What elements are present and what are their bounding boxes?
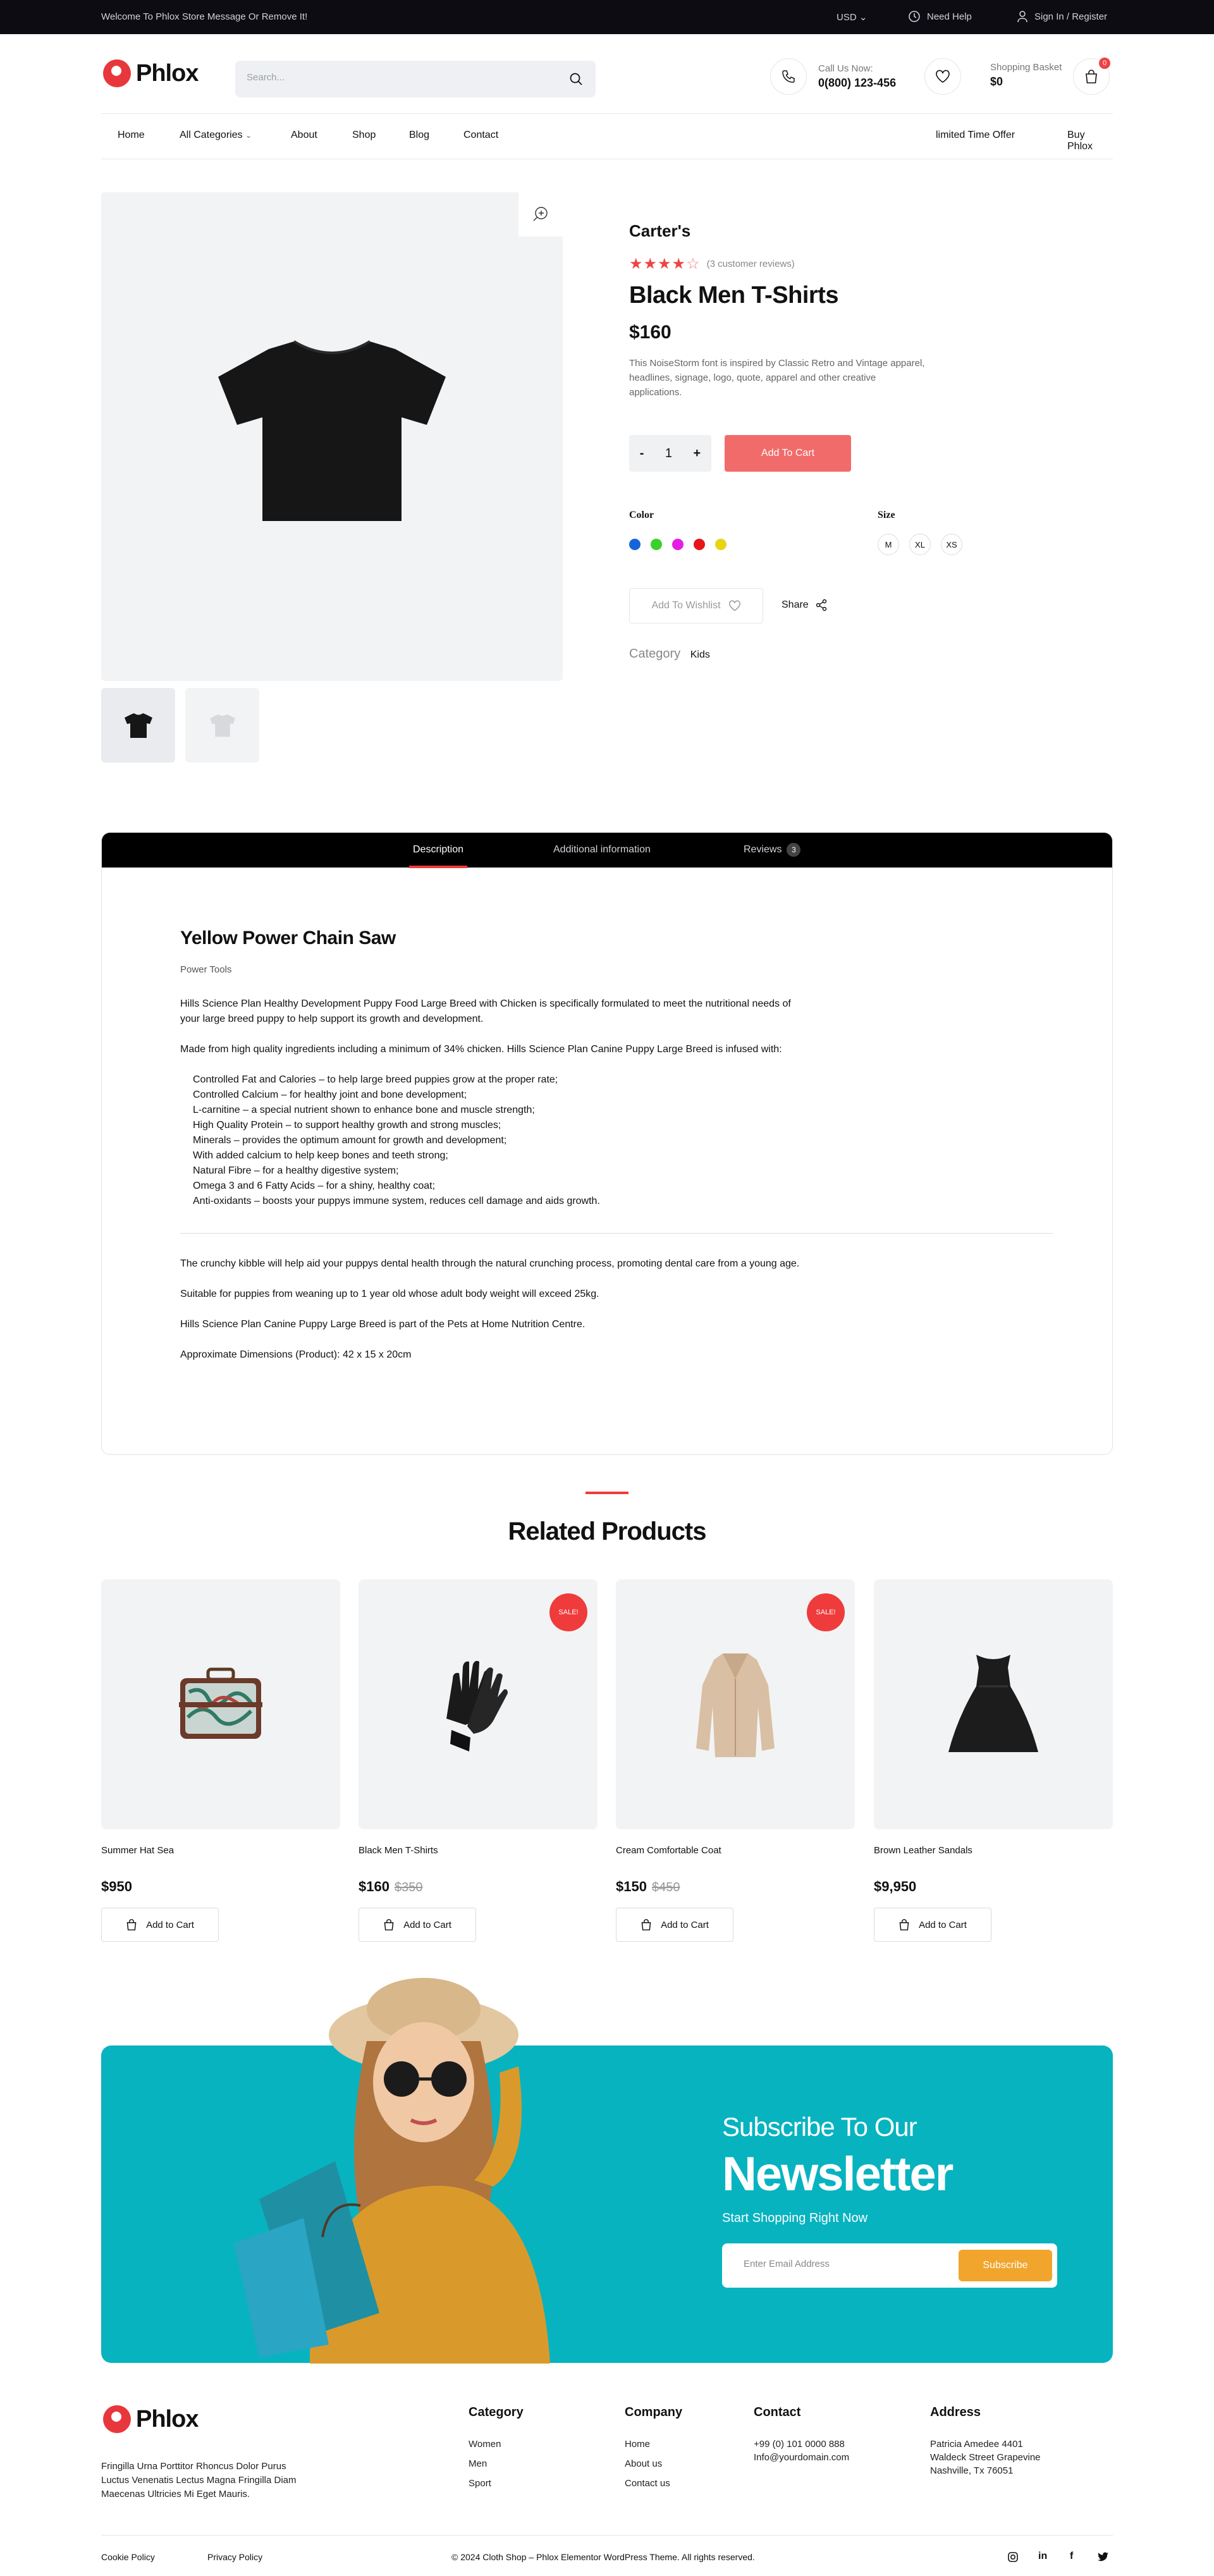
size-option-xs[interactable]: XS	[941, 534, 962, 555]
description-paragraph: Hills Science Plan Healthy Development Puppy Food Large Breed with Chicken is specifically formulated to meet the nutritional needs of your large breed puppy to help support its growth and development.	[180, 998, 791, 1024]
search-box	[235, 61, 596, 97]
instagram-icon[interactable]	[1008, 2552, 1018, 2565]
tab-additional-information[interactable]: Additional information	[553, 844, 651, 855]
description-paragraph: Hills Science Plan Canine Puppy Large Breed is part of the Pets at Home Nutrition Centre.	[180, 1319, 586, 1330]
footer-company-column	[625, 2405, 682, 2498]
list-item: Omega 3 and 6 Fatty Acids – for a shiny, healthy coat;	[193, 1181, 436, 1191]
reviews-link[interactable]: (3 customer reviews)	[706, 259, 795, 269]
logo-mark-icon	[103, 2405, 131, 2433]
list-item: High Quality Protein – to support healthy growth and strong muscles;	[193, 1120, 501, 1131]
phone-icon-wrap	[770, 58, 807, 95]
need-help-link[interactable]	[908, 10, 972, 23]
product-card	[616, 1579, 855, 1942]
product-tabs	[101, 832, 1113, 1455]
product-card-price	[616, 1879, 855, 1895]
email-field[interactable]	[744, 2259, 933, 2269]
add-to-wishlist-button[interactable]	[629, 588, 763, 623]
list-item: Anti-oxidants – boosts your puppys immune system, reduces cell damage and aids growth.	[193, 1196, 600, 1206]
thumbnail-white[interactable]	[185, 688, 259, 763]
add-to-cart-button[interactable]	[101, 1908, 219, 1942]
gloves-image	[434, 1654, 522, 1755]
size-option-xl[interactable]: XL	[909, 534, 931, 555]
description-list	[193, 1072, 1053, 1209]
footer-logo[interactable]	[103, 2405, 198, 2433]
section-accent-bar	[586, 1492, 628, 1494]
product-rating	[629, 255, 945, 273]
quantity-stepper	[629, 435, 711, 472]
heart-icon	[728, 600, 741, 611]
footer-address-line: Waldeck Street Grapevine	[930, 2452, 1041, 2463]
sale-badge: SALE!	[807, 1593, 845, 1631]
basket-total: $0	[990, 75, 1003, 88]
product-card-current-price: $160	[359, 1879, 389, 1894]
footer-category-column	[469, 2405, 524, 2498]
footer-link[interactable]: Men	[469, 2458, 487, 2469]
product-card-current-price: $950	[101, 1879, 132, 1894]
tab-reviews-label: Reviews	[744, 844, 782, 855]
nav-limited-offer[interactable]: limited Time Offer	[936, 130, 1015, 140]
tshirt-thumb-icon	[125, 713, 152, 738]
bag-icon	[641, 1918, 652, 1931]
bag-icon	[383, 1918, 395, 1931]
product-card-image[interactable]	[359, 1579, 598, 1829]
color-label: Color	[629, 510, 654, 520]
bag-icon	[1084, 69, 1098, 84]
currency-label: USD	[837, 12, 857, 23]
suitcase-image	[176, 1667, 265, 1743]
add-to-cart-label: Add to Cart	[919, 1919, 967, 1930]
size-option-m[interactable]: M	[878, 534, 899, 555]
add-to-cart-label: Add to Cart	[146, 1919, 194, 1930]
list-item: L-carnitine – a special nutrient shown to enhance bone and muscle strength;	[193, 1105, 535, 1115]
site-footer	[0, 2390, 1214, 2576]
footer-column-title: Address	[930, 2405, 981, 2419]
dress-image	[946, 1651, 1041, 1758]
footer-link[interactable]: About us	[625, 2458, 663, 2469]
thumbnail-black[interactable]	[101, 688, 175, 763]
tab-bar	[102, 833, 1112, 868]
copyright-text: © 2024 Cloth Shop – Phlox Elementor WordPress Theme. All rights reserved.	[451, 2552, 755, 2562]
chevron-down-icon: ⌄	[859, 12, 868, 23]
search-icon[interactable]	[569, 72, 583, 86]
nav-all-categories-label: All Categories	[180, 130, 243, 140]
footer-link[interactable]: Contact us	[625, 2478, 670, 2489]
product-card-image[interactable]	[101, 1579, 340, 1829]
description-paragraph: Suitable for puppies from weaning up to 1 year old whose adult body weight will exceed 25kg.	[180, 1289, 599, 1299]
category-value-link[interactable]: Kids	[690, 649, 710, 660]
thumbnail-list	[101, 688, 259, 763]
product-card-price	[359, 1879, 598, 1895]
twitter-icon[interactable]	[1098, 2552, 1109, 2565]
color-swatch-red[interactable]	[694, 539, 705, 550]
nav-home[interactable]: Home	[118, 130, 145, 140]
description-paragraph: Made from high quality ingredients including a minimum of 34% chicken. Hills Science Plan Canine Puppy Large Breed is infused with:	[180, 1044, 782, 1055]
share-icon	[815, 599, 828, 611]
nav-shop[interactable]: Shop	[352, 130, 376, 140]
product-card-current-price: $150	[616, 1879, 647, 1894]
product-main-image	[101, 192, 563, 681]
cart-button[interactable]	[1073, 58, 1110, 95]
product-category	[629, 647, 710, 661]
woman-with-bags-illustration	[196, 1972, 639, 2364]
footer-about: Fringilla Urna Porttitor Rhoncus Dolor Purus Luctus Venenatis Lectus Magna Fringilla Diam Maecenas Ultricies Mi Eget Mauris.	[101, 2461, 297, 2499]
product-card	[874, 1579, 1113, 1942]
product-card	[101, 1579, 340, 1942]
nav-about[interactable]: About	[291, 130, 317, 140]
call-label: Call Us Now:	[818, 63, 873, 74]
add-to-cart-button[interactable]	[616, 1908, 733, 1942]
user-icon	[1017, 10, 1028, 23]
footer-column-title: Category	[469, 2405, 524, 2419]
search-input[interactable]	[247, 72, 550, 83]
add-to-cart-button[interactable]: Add To Cart	[725, 435, 851, 472]
footer-email[interactable]: Info@yourdomain.com	[754, 2452, 850, 2463]
phone-icon	[781, 69, 796, 84]
footer-bottom-bar	[101, 2535, 1113, 2576]
tab-description[interactable]: Description	[413, 844, 464, 855]
cookie-policy-link[interactable]: Cookie Policy	[101, 2552, 155, 2562]
category-label: Category	[629, 647, 681, 661]
nav-contact[interactable]: Contact	[463, 130, 499, 140]
nav-blog[interactable]: Blog	[409, 130, 430, 140]
color-swatch-yellow[interactable]	[715, 539, 727, 550]
reviews-count-badge: 3	[787, 843, 800, 857]
product-card-old-price: $350	[394, 1880, 423, 1894]
call-number[interactable]: 0(800) 123-456	[818, 77, 897, 89]
product-card-name[interactable]: Black Men T-Shirts	[359, 1845, 438, 1856]
divider	[180, 1233, 1053, 1234]
product-description: This NoiseStorm font is inspired by Classic Retro and Vintage apparel, headlines, signage, logo, quote, apparel and other creative applications.	[629, 358, 925, 398]
tshirt-image	[218, 338, 446, 521]
product-card-price	[874, 1879, 1113, 1895]
coat-image	[694, 1651, 776, 1758]
add-to-cart-button[interactable]	[874, 1908, 991, 1942]
product-card-image[interactable]	[874, 1579, 1113, 1829]
footer-link[interactable]: Home	[625, 2439, 651, 2450]
sign-in-label: Sign In / Register	[1034, 11, 1108, 22]
chevron-down-icon: ⌄	[245, 131, 252, 140]
site-header	[0, 34, 1214, 114]
logo-mark-icon	[103, 59, 131, 87]
list-item: Controlled Calcium – for healthy joint and bone development;	[193, 1089, 467, 1100]
qty-decrease-button[interactable]: -	[639, 446, 644, 460]
qty-value[interactable]: 1	[665, 446, 673, 460]
basket-label: Shopping Basket	[990, 62, 1062, 73]
description-panel	[180, 928, 1053, 1363]
nav-all-categories[interactable]	[180, 130, 252, 141]
logo-text: Phlox	[136, 59, 199, 87]
list-item: Controlled Fat and Calories – to help large breed puppies grow at the proper rate;	[193, 1074, 558, 1085]
share-button[interactable]	[782, 599, 828, 611]
currency-selector[interactable]	[837, 11, 867, 23]
top-bar	[0, 0, 1214, 34]
share-label: Share	[782, 599, 809, 610]
product-card-image[interactable]	[616, 1579, 855, 1829]
add-to-cart-label: Add to Cart	[661, 1919, 709, 1930]
cart-count-badge: 0	[1099, 58, 1110, 69]
product-card-name[interactable]: Cream Comfortable Coat	[616, 1845, 721, 1856]
privacy-policy-link[interactable]: Privacy Policy	[207, 2552, 263, 2562]
shopping-basket	[990, 62, 1062, 89]
footer-link[interactable]: Sport	[469, 2478, 491, 2489]
heart-icon	[935, 70, 950, 83]
list-item: With added calcium to help keep bones and teeth strong;	[193, 1150, 448, 1161]
color-swatch-green[interactable]	[651, 539, 662, 550]
subscribe-button[interactable]: Subscribe	[959, 2250, 1052, 2281]
product-card-name[interactable]: Summer Hat Sea	[101, 1845, 175, 1856]
product-card-old-price: $450	[651, 1880, 680, 1894]
footer-phone[interactable]: +99 (0) 101 0000 888	[754, 2439, 845, 2450]
welcome-message: Welcome To Phlox Store Message Or Remove It!	[101, 11, 308, 22]
qty-increase-button[interactable]: +	[693, 446, 701, 460]
list-item: Natural Fibre – for a healthy digestive system;	[193, 1165, 399, 1176]
bag-icon	[126, 1918, 137, 1931]
description-paragraph: The crunchy kibble will help aid your puppys dental health through the natural crunching process, promoting dental care from a young age.	[180, 1258, 800, 1269]
product-brand: Carter's	[629, 221, 691, 240]
footer-link[interactable]: Women	[469, 2439, 501, 2450]
linkedin-icon[interactable]: in	[1038, 2551, 1048, 2561]
description-subtitle: Power Tools	[180, 964, 232, 975]
product-info	[629, 221, 945, 400]
related-products-title: Related Products	[508, 1518, 706, 1545]
product-card-current-price: $9,950	[874, 1879, 917, 1894]
wishlist-label: Add To Wishlist	[651, 600, 721, 611]
site-logo[interactable]	[103, 59, 198, 87]
call-us	[770, 58, 896, 95]
sign-in-link[interactable]	[1017, 10, 1107, 23]
add-to-cart-button[interactable]	[359, 1908, 476, 1942]
footer-contact-column	[754, 2405, 849, 2472]
newsletter-form	[722, 2243, 1057, 2288]
zoom-icon	[532, 205, 549, 223]
product-title: Black Men T-Shirts	[629, 282, 838, 309]
star-rating-icon: ★★★★☆	[629, 255, 701, 273]
product-price: $160	[629, 322, 671, 343]
tshirt-thumb-icon	[210, 713, 235, 738]
newsletter-title: Newsletter	[722, 2147, 953, 2201]
bag-icon	[898, 1918, 910, 1931]
footer-address-column	[930, 2405, 1041, 2485]
product-card	[359, 1579, 598, 1942]
wishlist-button[interactable]	[924, 58, 961, 95]
model-image	[196, 1972, 639, 2364]
footer-address-line: Patricia Amedee 4401	[930, 2439, 1023, 2450]
clock-icon	[908, 10, 921, 23]
product-card-price	[101, 1879, 340, 1895]
footer-address-line: Nashville, Tx 76051	[930, 2465, 1014, 2476]
add-to-cart-label: Add to Cart	[403, 1919, 451, 1930]
size-label: Size	[878, 510, 895, 520]
color-swatch-magenta[interactable]	[672, 539, 684, 550]
logo-text: Phlox	[136, 2405, 199, 2432]
list-item: Minerals – provides the optimum amount for growth and development;	[193, 1135, 507, 1146]
footer-column-title: Company	[625, 2405, 683, 2419]
product-card-name[interactable]: Brown Leather Sandals	[874, 1845, 972, 1856]
nav-buy-phlox[interactable]: Buy Phlox	[1067, 130, 1093, 152]
main-nav	[101, 114, 1113, 159]
footer-column-title: Contact	[754, 2405, 801, 2419]
description-title: Yellow Power Chain Saw	[180, 928, 396, 948]
newsletter-line1: Subscribe To Our	[722, 2112, 917, 2142]
color-swatch-blue[interactable]	[629, 539, 641, 550]
facebook-icon[interactable]: f	[1070, 2551, 1074, 2561]
newsletter-subtitle: Start Shopping Right Now	[722, 2211, 868, 2225]
tab-reviews[interactable]	[744, 843, 800, 857]
description-paragraph: Approximate Dimensions (Product): 42 x 15 x 20cm	[180, 1349, 412, 1360]
zoom-button[interactable]	[518, 192, 563, 236]
sale-badge: SALE!	[549, 1593, 587, 1631]
need-help-label: Need Help	[927, 11, 972, 22]
